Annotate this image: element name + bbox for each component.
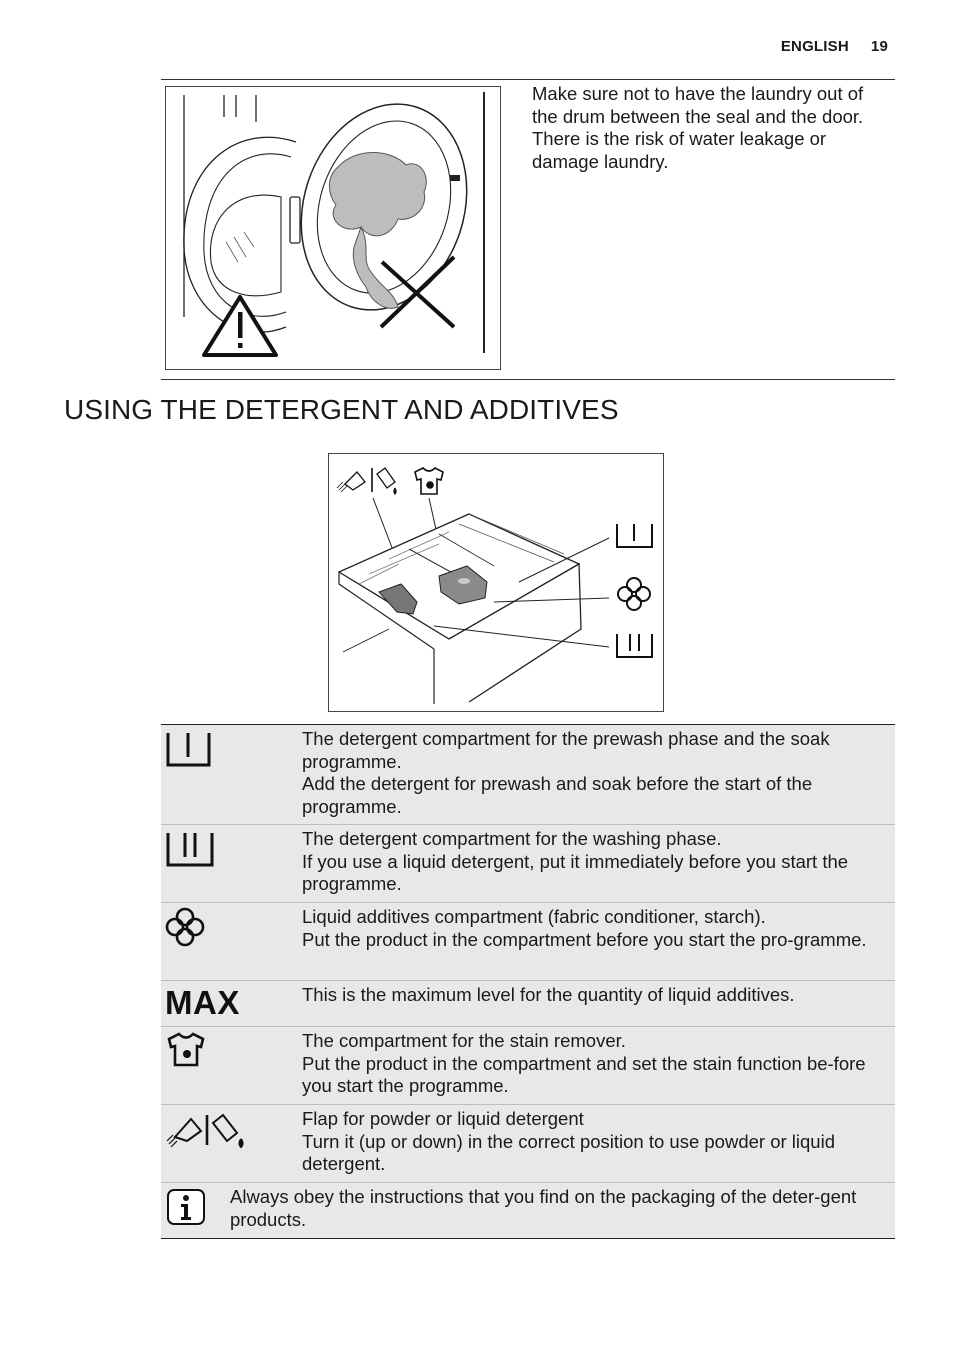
table-row xyxy=(161,903,895,981)
powder-liquid-flap-icon xyxy=(165,1109,249,1154)
row-text-line: Liquid additives compartment (fabric conditioner, starch). xyxy=(302,906,766,927)
row-text-line: Flap for powder or liquid detergent xyxy=(302,1108,584,1129)
row-text-line: Add the detergent for prewash and soak before the start of the programme. xyxy=(302,773,813,817)
stain-remover-shirt-icon xyxy=(415,468,443,494)
page-header xyxy=(781,38,888,55)
detergent-dispenser-illustration xyxy=(328,453,664,712)
wash-compartment-icon xyxy=(165,829,215,874)
max-symbol-text: MAX xyxy=(165,984,240,1021)
flower-additive-icon xyxy=(165,907,205,952)
table-row xyxy=(161,825,895,903)
table-row xyxy=(161,1105,895,1183)
powder-liquid-flap-icon xyxy=(337,468,396,494)
table-row xyxy=(161,725,895,825)
page-number: 19 xyxy=(870,38,888,55)
row-description xyxy=(302,725,895,824)
section-divider xyxy=(161,379,895,380)
laundry-warning-text: Make sure not to have the laundry out of the drum between the seal and the door. There is the risk of water leakage or damage laundry. xyxy=(532,83,864,172)
row-text-line: The detergent compartment for the prewash phase and the soak programme. xyxy=(302,728,830,772)
row-text-line: Put the product in the compartment before you start the pro-gramme. xyxy=(302,928,867,950)
row-text-line: The compartment for the stain remover. xyxy=(302,1030,626,1051)
row-text-line: Put the product in the compartment and set the stain function be-fore you start the programme. xyxy=(302,1052,866,1096)
prewash-compartment-icon xyxy=(617,524,652,547)
row-description xyxy=(302,981,895,1013)
row-text-line: This is the maximum level for the quantity of liquid additives. xyxy=(302,984,795,1005)
top-divider xyxy=(161,79,895,80)
row-text-line: If you use a liquid detergent, put it immediately before you start the programme. xyxy=(302,850,849,894)
row-text-line: Turn it (up or down) in the correct position to use powder or liquid detergent. xyxy=(302,1130,835,1174)
row-description xyxy=(302,903,895,957)
info-icon xyxy=(165,1187,207,1232)
row-text-line: The detergent compartment for the washing phase. xyxy=(302,828,722,849)
door-seal-warning-illustration xyxy=(165,86,501,370)
flower-additive-icon xyxy=(618,578,650,610)
wash-compartment-icon xyxy=(617,634,652,657)
prewash-compartment-icon xyxy=(165,729,211,774)
row-description xyxy=(302,825,895,902)
info-note-text: Always obey the instructions that you find on the packaging of the deter-gent products. xyxy=(230,1186,857,1230)
max-label xyxy=(165,985,240,1021)
header-language: ENGLISH xyxy=(780,38,849,55)
stain-remover-shirt-icon xyxy=(165,1031,207,1074)
compartment-symbol-table xyxy=(161,724,895,1239)
row-description xyxy=(302,1105,895,1182)
info-note-row xyxy=(161,1183,895,1238)
table-row xyxy=(161,1027,895,1105)
section-title: USING THE DETERGENT AND ADDITIVES xyxy=(64,394,619,425)
row-description xyxy=(302,1027,895,1104)
table-row xyxy=(161,981,895,1027)
